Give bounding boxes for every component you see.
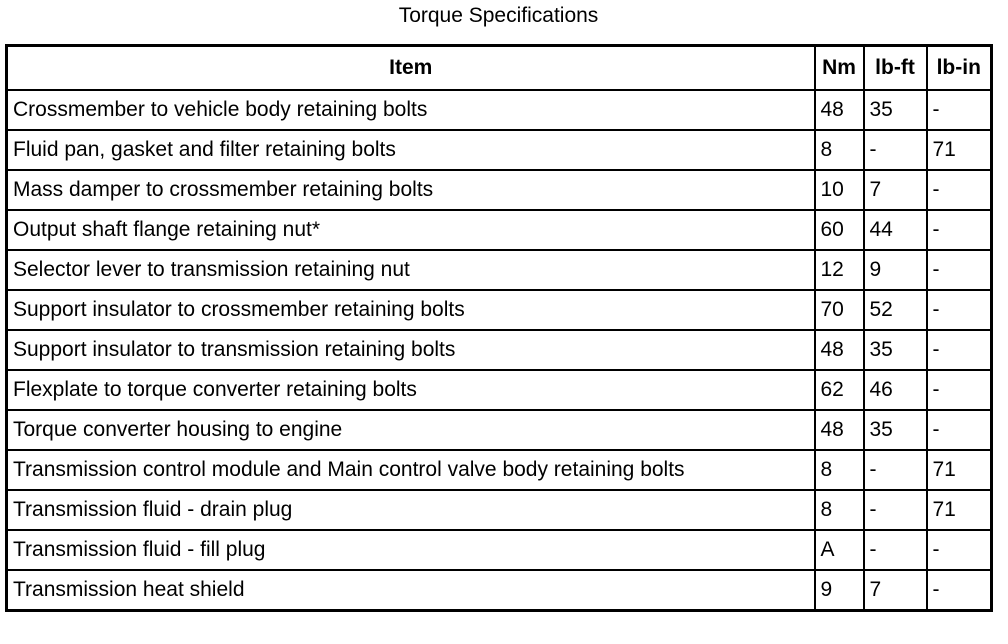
- table-row: [7, 450, 992, 490]
- cell-item: Support insulator to crossmember retaining bolts: [7, 290, 815, 330]
- cell-lbin: -: [927, 250, 992, 290]
- cell-lbft: 9: [864, 250, 927, 290]
- cell-nm: 62: [815, 370, 864, 410]
- table-row: [7, 290, 992, 330]
- cell-lbin: -: [927, 570, 992, 611]
- cell-lbin: -: [927, 210, 992, 250]
- cell-lbft: 7: [864, 570, 927, 611]
- cell-lbft: 35: [864, 410, 927, 450]
- cell-lbft: 44: [864, 210, 927, 250]
- cell-item: Transmission heat shield: [7, 570, 815, 611]
- table-caption: Torque Specifications: [398, 4, 599, 27]
- cell-lbin: -: [927, 530, 992, 570]
- column-header-item: Item: [7, 46, 815, 91]
- column-header-nm: Nm: [815, 46, 864, 91]
- cell-nm: 48: [815, 330, 864, 370]
- cell-lbft: -: [864, 450, 927, 490]
- cell-lbft: 35: [864, 330, 927, 370]
- cell-item: Transmission control module and Main control valve body retaining bolts: [7, 450, 815, 490]
- cell-lbft: 35: [864, 90, 927, 130]
- cell-nm: 8: [815, 490, 864, 530]
- cell-nm: 8: [815, 450, 864, 490]
- cell-nm: A: [815, 530, 864, 570]
- cell-lbft: 7: [864, 170, 927, 210]
- table-row: [7, 90, 992, 130]
- cell-item: Selector lever to transmission retaining nut: [7, 250, 815, 290]
- cell-item: Transmission fluid - fill plug: [7, 530, 815, 570]
- cell-item: Crossmember to vehicle body retaining bolts: [7, 90, 815, 130]
- table-row: [7, 130, 992, 170]
- table-row: [7, 170, 992, 210]
- table-row: [7, 330, 992, 370]
- cell-nm: 9: [815, 570, 864, 611]
- cell-lbin: -: [927, 90, 992, 130]
- table-row: [7, 250, 992, 290]
- cell-nm: 48: [815, 410, 864, 450]
- cell-lbft: 52: [864, 290, 927, 330]
- table-row: [7, 370, 992, 410]
- cell-lbin: -: [927, 290, 992, 330]
- torque-spec-table: [5, 44, 993, 612]
- cell-lbin: -: [927, 170, 992, 210]
- cell-lbft: -: [864, 490, 927, 530]
- cell-lbin: -: [927, 370, 992, 410]
- cell-nm: 60: [815, 210, 864, 250]
- cell-nm: 70: [815, 290, 864, 330]
- header-row: [7, 46, 992, 91]
- cell-nm: 8: [815, 130, 864, 170]
- table-row: [7, 490, 992, 530]
- cell-lbin: 71: [927, 490, 992, 530]
- table-row: [7, 530, 992, 570]
- cell-lbin: -: [927, 410, 992, 450]
- cell-lbin: 71: [927, 450, 992, 490]
- cell-item: Torque converter housing to engine: [7, 410, 815, 450]
- cell-item: Flexplate to torque converter retaining bolts: [7, 370, 815, 410]
- cell-nm: 48: [815, 90, 864, 130]
- cell-item: Support insulator to transmission retaining bolts: [7, 330, 815, 370]
- cell-item: Mass damper to crossmember retaining bolts: [7, 170, 815, 210]
- table-row: [7, 410, 992, 450]
- cell-item: Output shaft flange retaining nut*: [7, 210, 815, 250]
- cell-lbin: -: [927, 330, 992, 370]
- column-header-lbin: lb-in: [927, 46, 992, 91]
- cell-lbft: -: [864, 530, 927, 570]
- table-row: [7, 210, 992, 250]
- cell-item: Transmission fluid - drain plug: [7, 490, 815, 530]
- cell-lbft: 46: [864, 370, 927, 410]
- column-header-lbft: lb-ft: [864, 46, 927, 91]
- cell-lbft: -: [864, 130, 927, 170]
- cell-item: Fluid pan, gasket and filter retaining bolts: [7, 130, 815, 170]
- cell-lbin: 71: [927, 130, 992, 170]
- cell-nm: 10: [815, 170, 864, 210]
- table-row: [7, 570, 992, 611]
- cell-nm: 12: [815, 250, 864, 290]
